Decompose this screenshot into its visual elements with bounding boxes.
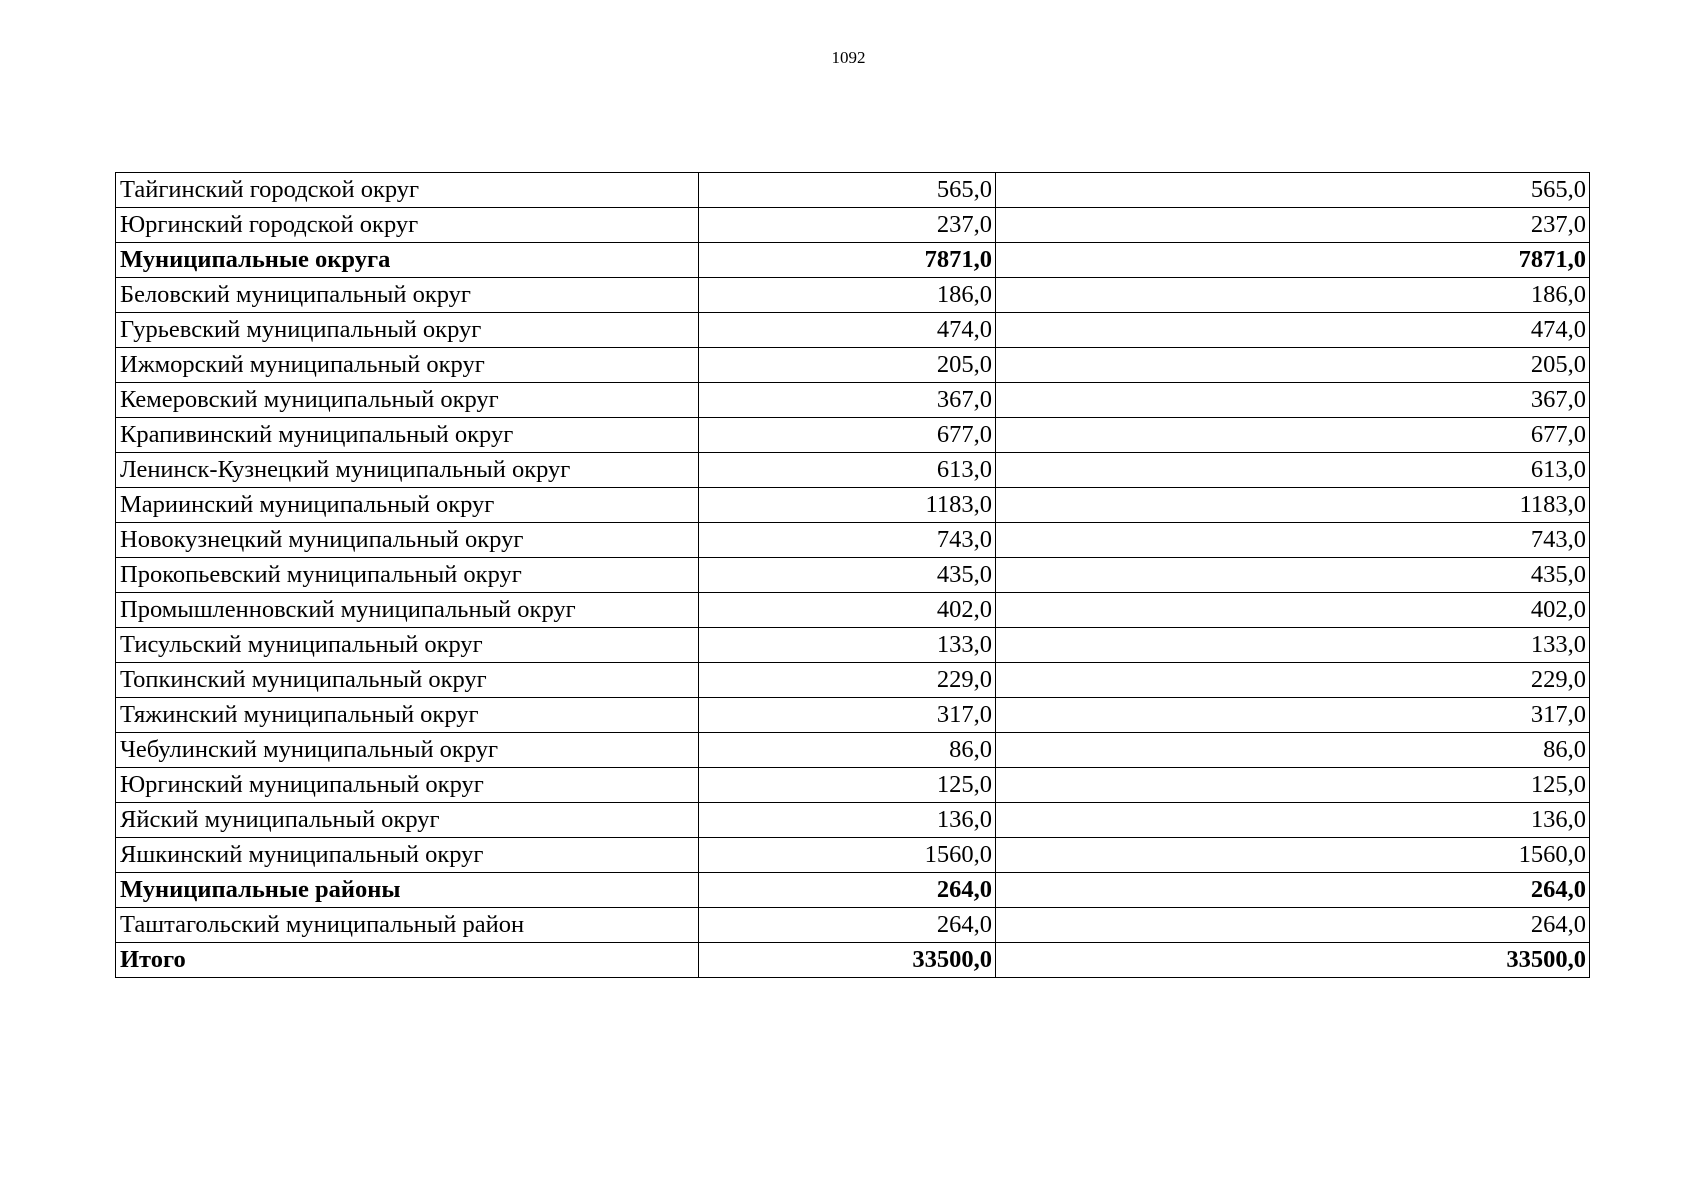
row-value1-cell: 677,0 bbox=[699, 418, 996, 453]
table-row bbox=[116, 523, 1590, 558]
row-value1-cell: 264,0 bbox=[699, 908, 996, 943]
row-value2-cell: 264,0 bbox=[996, 908, 1590, 943]
row-name-cell: Мариинский муниципальный округ bbox=[116, 488, 699, 523]
row-value2-cell: 1183,0 bbox=[996, 488, 1590, 523]
row-name-cell: Яшкинский муниципальный округ bbox=[116, 838, 699, 873]
table-row bbox=[116, 663, 1590, 698]
row-value2-cell: 133,0 bbox=[996, 628, 1590, 663]
row-value2-cell: 186,0 bbox=[996, 278, 1590, 313]
row-name-cell: Крапивинский муниципальный округ bbox=[116, 418, 699, 453]
table-row bbox=[116, 908, 1590, 943]
row-value1-cell: 133,0 bbox=[699, 628, 996, 663]
row-value2-cell: 474,0 bbox=[996, 313, 1590, 348]
row-value1-cell: 565,0 bbox=[699, 173, 996, 208]
row-value2-cell: 237,0 bbox=[996, 208, 1590, 243]
row-name-cell: Тяжинский муниципальный округ bbox=[116, 698, 699, 733]
row-name-cell: Ленинск-Кузнецкий муниципальный округ bbox=[116, 453, 699, 488]
table-subtotal-row bbox=[116, 243, 1590, 278]
row-value2-cell: 33500,0 bbox=[996, 943, 1590, 978]
row-value1-cell: 613,0 bbox=[699, 453, 996, 488]
table-row bbox=[116, 278, 1590, 313]
row-name-cell: Яйский муниципальный округ bbox=[116, 803, 699, 838]
row-value1-cell: 1183,0 bbox=[699, 488, 996, 523]
row-value2-cell: 86,0 bbox=[996, 733, 1590, 768]
row-value2-cell: 317,0 bbox=[996, 698, 1590, 733]
table-row bbox=[116, 453, 1590, 488]
row-value1-cell: 125,0 bbox=[699, 768, 996, 803]
row-value1-cell: 367,0 bbox=[699, 383, 996, 418]
table-row bbox=[116, 313, 1590, 348]
row-value1-cell: 186,0 bbox=[699, 278, 996, 313]
row-value1-cell: 402,0 bbox=[699, 593, 996, 628]
row-name-cell: Прокопьевский муниципальный округ bbox=[116, 558, 699, 593]
row-name-cell: Муниципальные округа bbox=[116, 243, 699, 278]
row-value1-cell: 229,0 bbox=[699, 663, 996, 698]
table-row bbox=[116, 208, 1590, 243]
row-value1-cell: 33500,0 bbox=[699, 943, 996, 978]
table-row bbox=[116, 768, 1590, 803]
table-row bbox=[116, 593, 1590, 628]
table-row bbox=[116, 383, 1590, 418]
row-value1-cell: 435,0 bbox=[699, 558, 996, 593]
row-value2-cell: 136,0 bbox=[996, 803, 1590, 838]
table-subtotal-row bbox=[116, 943, 1590, 978]
table-row bbox=[116, 418, 1590, 453]
row-name-cell: Юргинский муниципальный округ bbox=[116, 768, 699, 803]
row-name-cell: Новокузнецкий муниципальный округ bbox=[116, 523, 699, 558]
table-row bbox=[116, 803, 1590, 838]
row-value2-cell: 1560,0 bbox=[996, 838, 1590, 873]
row-value2-cell: 677,0 bbox=[996, 418, 1590, 453]
row-value2-cell: 264,0 bbox=[996, 873, 1590, 908]
row-name-cell: Кемеровский муниципальный округ bbox=[116, 383, 699, 418]
table-row bbox=[116, 173, 1590, 208]
row-name-cell: Беловский муниципальный округ bbox=[116, 278, 699, 313]
row-name-cell: Тайгинский городской округ bbox=[116, 173, 699, 208]
row-name-cell: Тисульский муниципальный округ bbox=[116, 628, 699, 663]
table-row bbox=[116, 733, 1590, 768]
table-row bbox=[116, 558, 1590, 593]
row-value2-cell: 205,0 bbox=[996, 348, 1590, 383]
row-value1-cell: 237,0 bbox=[699, 208, 996, 243]
row-name-cell: Юргинский городской округ bbox=[116, 208, 699, 243]
table-body bbox=[116, 173, 1590, 978]
row-value1-cell: 205,0 bbox=[699, 348, 996, 383]
row-value2-cell: 743,0 bbox=[996, 523, 1590, 558]
row-value2-cell: 367,0 bbox=[996, 383, 1590, 418]
row-value1-cell: 474,0 bbox=[699, 313, 996, 348]
row-name-cell: Ижморский муниципальный округ bbox=[116, 348, 699, 383]
row-value2-cell: 229,0 bbox=[996, 663, 1590, 698]
table-row bbox=[116, 628, 1590, 663]
row-value1-cell: 317,0 bbox=[699, 698, 996, 733]
page-number: 1092 bbox=[831, 48, 866, 67]
row-name-cell: Чебулинский муниципальный округ bbox=[116, 733, 699, 768]
row-name-cell: Гурьевский муниципальный округ bbox=[116, 313, 699, 348]
table-row bbox=[116, 838, 1590, 873]
row-name-cell: Итого bbox=[116, 943, 699, 978]
data-table bbox=[115, 172, 1590, 978]
row-value2-cell: 7871,0 bbox=[996, 243, 1590, 278]
row-value1-cell: 86,0 bbox=[699, 733, 996, 768]
row-value1-cell: 7871,0 bbox=[699, 243, 996, 278]
row-name-cell: Промышленновский муниципальный округ bbox=[116, 593, 699, 628]
table-row bbox=[116, 348, 1590, 383]
row-name-cell: Муниципальные районы bbox=[116, 873, 699, 908]
row-value1-cell: 743,0 bbox=[699, 523, 996, 558]
row-value2-cell: 613,0 bbox=[996, 453, 1590, 488]
table-subtotal-row bbox=[116, 873, 1590, 908]
row-value1-cell: 136,0 bbox=[699, 803, 996, 838]
row-value1-cell: 1560,0 bbox=[699, 838, 996, 873]
row-value2-cell: 402,0 bbox=[996, 593, 1590, 628]
table-row bbox=[116, 488, 1590, 523]
row-value2-cell: 565,0 bbox=[996, 173, 1590, 208]
row-name-cell: Таштагольский муниципальный район bbox=[116, 908, 699, 943]
row-value1-cell: 264,0 bbox=[699, 873, 996, 908]
row-value2-cell: 125,0 bbox=[996, 768, 1590, 803]
table-row bbox=[116, 698, 1590, 733]
row-name-cell: Топкинский муниципальный округ bbox=[116, 663, 699, 698]
row-value2-cell: 435,0 bbox=[996, 558, 1590, 593]
